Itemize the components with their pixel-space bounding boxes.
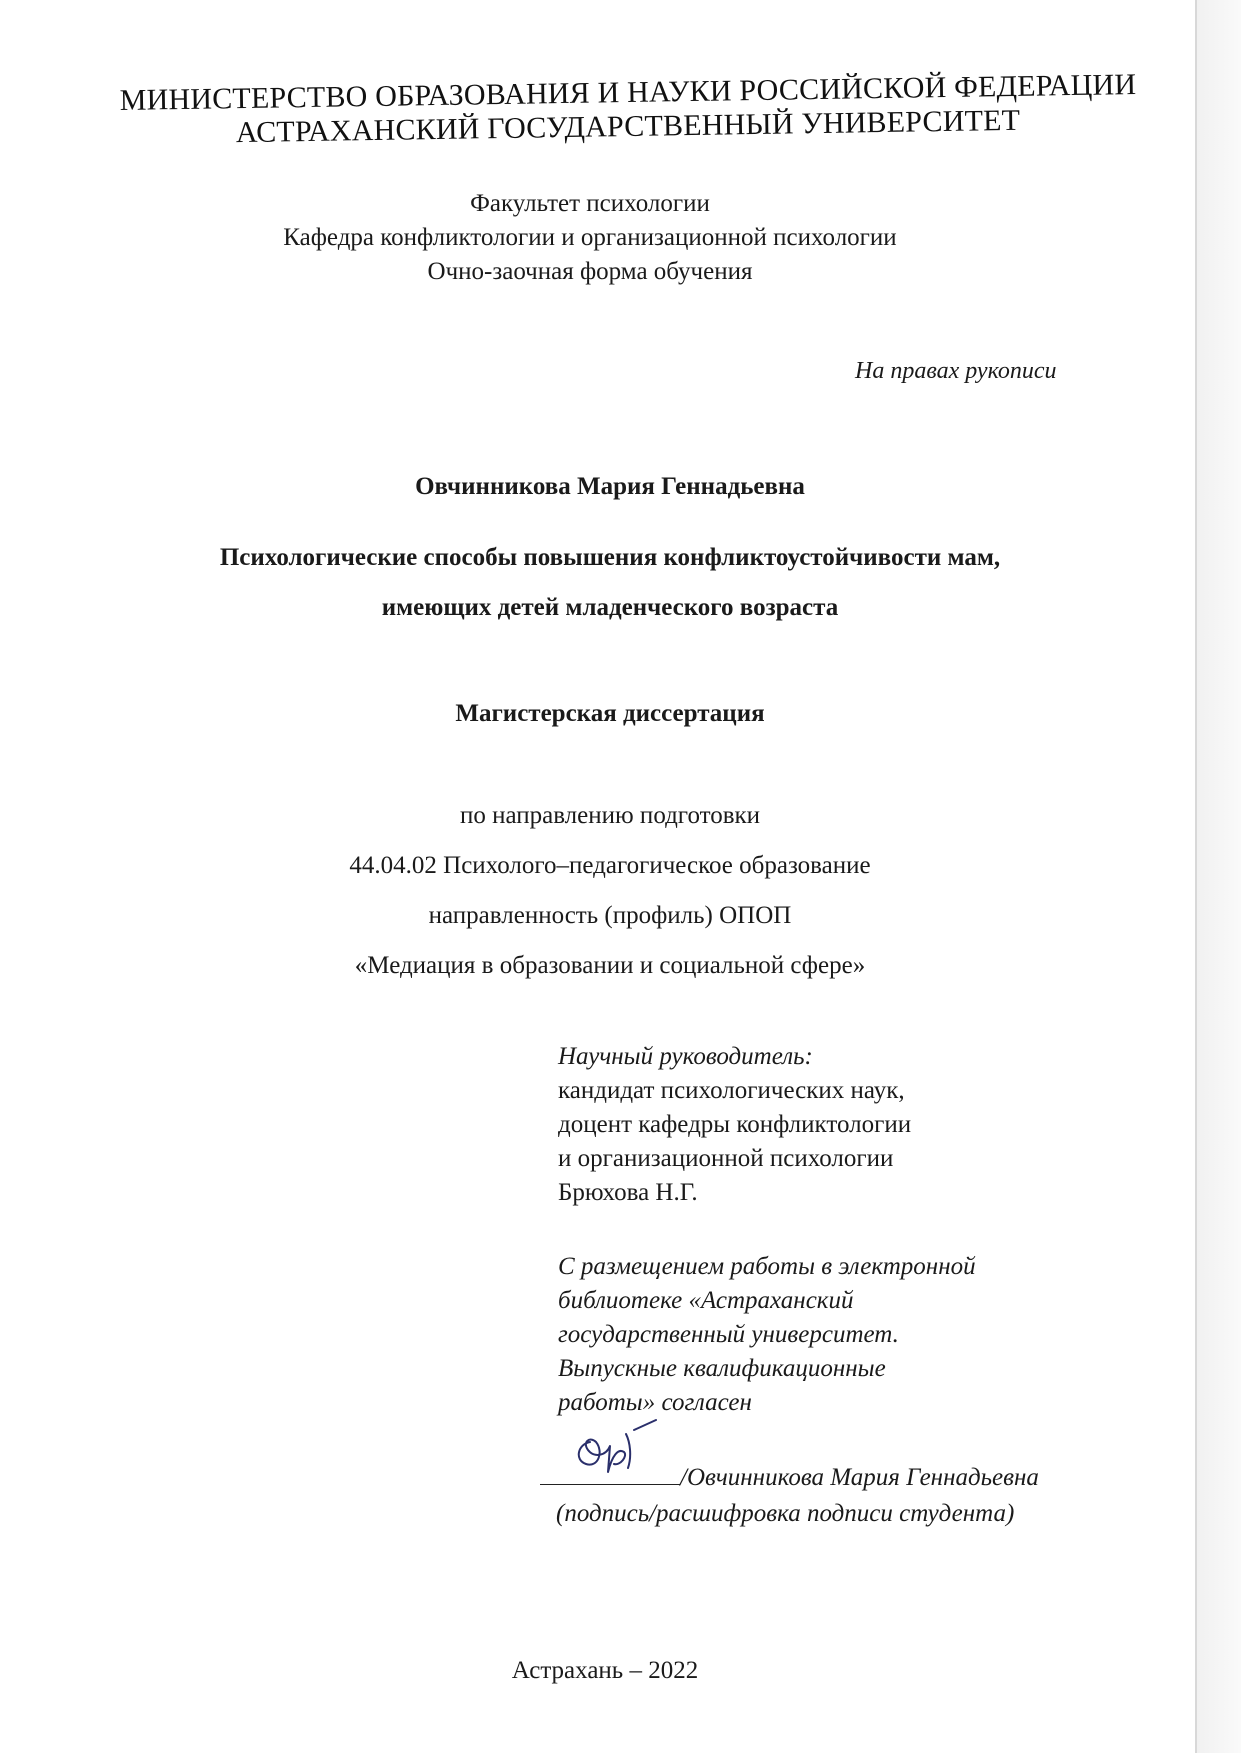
consent-line-4: Выпускные квалификационные [558,1355,886,1382]
supervisor-degree: кандидат психологических наук, [558,1077,905,1104]
supervisor-position: доцент кафедры конфликтологии [558,1111,912,1138]
signature-line [540,1462,1039,1492]
work-type: Магистерская диссертация [455,700,765,727]
supervisor-block [558,1040,911,1210]
supervisor-position-cont: и организационной психологии [558,1145,894,1172]
department-name: Кафедра конфликтологии и организационной психологии [283,224,897,251]
supervisor-role: Научный руководитель: [558,1043,813,1070]
city-year: Астрахань – 2022 [511,1657,699,1684]
ministry-heading: МИНИСТЕРСТВО ОБРАЗОВАНИЯ И НАУКИ РОССИЙСКОЙ ФЕДЕРАЦИИ [119,68,1137,117]
signature-caption: (подпись/расшифровка подписи студента) [556,1500,1015,1527]
faculty-name: Факультет психологии [470,190,710,217]
study-form: Очно-заочная форма обучения [427,258,753,285]
consent-line-1: С размещением работы в электронной [558,1253,976,1280]
consent-line-2: библиотеке «Астраханский [558,1287,854,1314]
consent-line-3: государственный университет. [558,1321,899,1348]
profile-label: направленность (профиль) ОПОП [428,902,792,929]
thesis-title-line-1: Психологические способы повышения конфликтоустойчивости мам, [219,544,1001,571]
supervisor-name: Брюхова Н.Г. [558,1179,698,1206]
author-name: Овчинникова Мария Геннадьевна [415,473,805,500]
thesis-title-line-2: имеющих детей младенческого возраста [381,594,839,621]
signature-name: /Овчинникова Мария Геннадьевна [680,1464,1039,1491]
profile-name: «Медиация в образовании и социальной сфере» [354,952,866,979]
university-heading: АСТРАХАНСКИЙ ГОСУДАРСТВЕННЫЙ УНИВЕРСИТЕТ [235,103,1021,150]
direction-label: по направлению подготовки [459,802,761,829]
rights-note: На правах рукописи [855,358,1057,384]
direction-code: 44.04.02 Психолого–педагогическое образование [349,852,871,879]
consent-block [558,1250,976,1420]
consent-line-5: работы» согласен [558,1389,752,1416]
signature-blank [540,1462,680,1485]
